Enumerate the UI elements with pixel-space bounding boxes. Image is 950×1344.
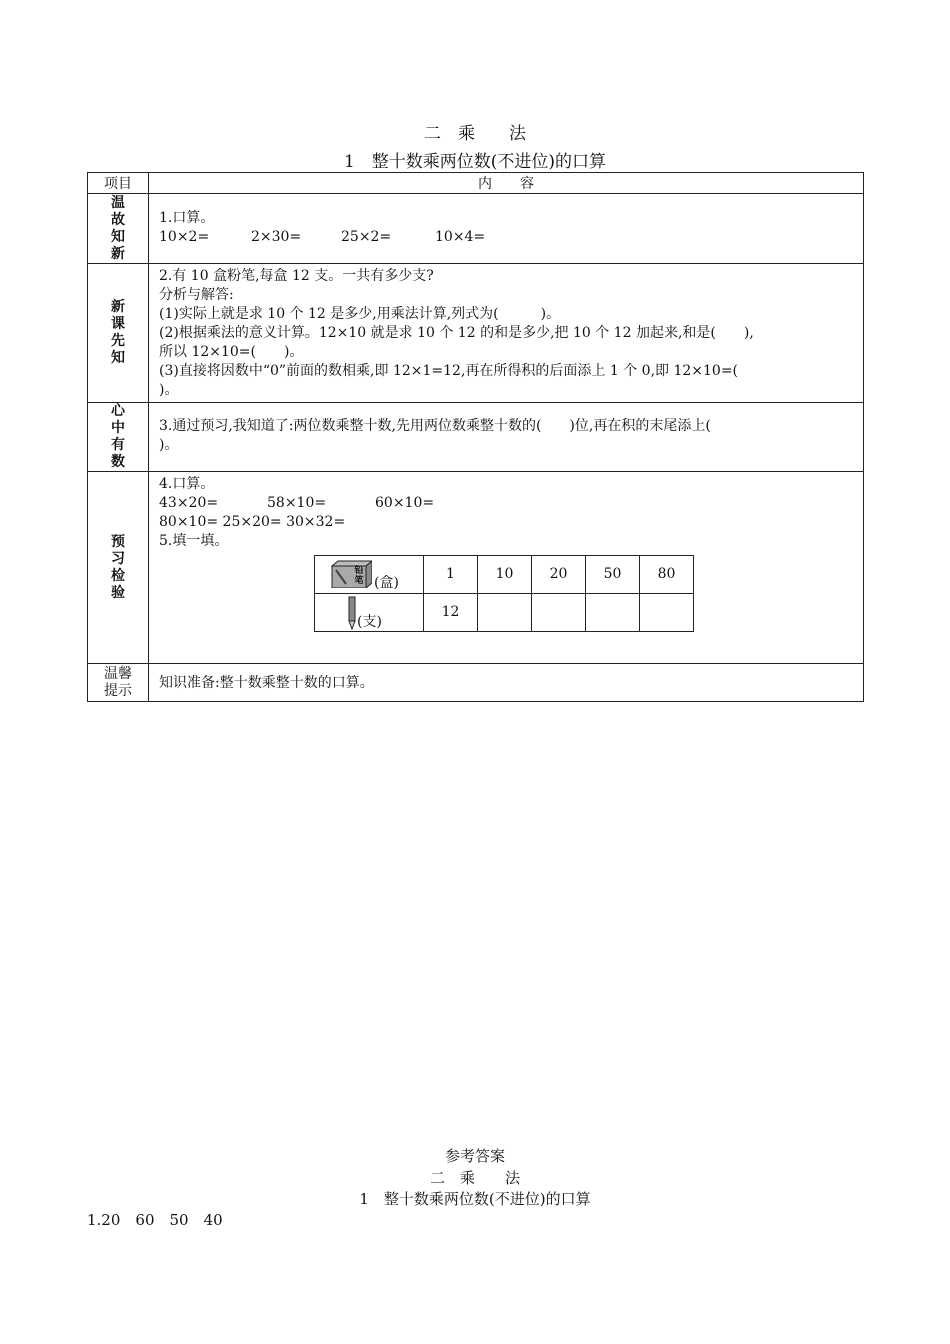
table-row-summary: [88, 403, 864, 472]
q2-line: 分析与解答:: [159, 287, 234, 303]
label-new-lesson: 新 课 先 知: [88, 264, 149, 403]
q4-title: 4.口算。: [159, 476, 215, 492]
box-icon-text: 铅笔: [354, 566, 364, 586]
chapter-title: 二 乘 法: [424, 124, 526, 144]
answers-chapter-title: 二 乘 法: [429, 1169, 520, 1187]
fill-cell-blank[interactable]: [640, 594, 694, 632]
q2-line: (3)直接将因数中“0”前面的数相乘,即 12×1=12,再在所得积的后面添上 1 个 0,即 12×10=(: [159, 363, 739, 379]
q5-title: 5.填一填。: [159, 533, 229, 549]
q1-item: 10×2=: [159, 229, 210, 245]
q1-title: 1.口算。: [159, 210, 215, 226]
q2-line: 所以 12×10=( )。: [159, 344, 304, 360]
q2-line: (2)根据乘法的意义计算。12×10 就是求 10 个 12 的和是多少,把 10 个 12 加起来,和是( ),: [159, 325, 754, 341]
fill-cell: 50: [586, 556, 640, 594]
label-summary: 心 中 有 数: [88, 403, 149, 472]
fill-row-box: [315, 556, 694, 594]
q2-line: (1)实际上就是求 10 个 12 是多少,用乘法计算,列式为( )。: [159, 306, 561, 322]
study-table: [87, 172, 864, 702]
pencil-icon: [347, 596, 357, 630]
label-tips: 温馨 提示: [88, 664, 149, 702]
answers-line-1: 1.20 60 50 40: [87, 1211, 223, 1229]
fill-cell: 12: [424, 594, 478, 632]
fill-cell-blank[interactable]: [586, 594, 640, 632]
label-review: 温 故 知 新: [88, 194, 149, 264]
review-content: [149, 194, 864, 264]
table-row-check: [88, 472, 864, 664]
table-header-row: [88, 173, 864, 194]
fill-row-pen: [315, 594, 694, 632]
table-row-tips: [88, 664, 864, 702]
answers-lesson-title: 1 整十数乘两位数(不进位)的口算: [359, 1190, 591, 1208]
q4-row1: [159, 494, 853, 513]
table-row-review: [88, 194, 864, 264]
pen-unit: (支): [357, 614, 382, 630]
box-unit: (盒): [374, 575, 399, 591]
box-label-cell: [315, 556, 424, 594]
q3-line: 3.通过预习,我知道了:两位数乘整十数,先用两位数乘整十数的( )位,再在积的末尾添上(: [159, 418, 711, 434]
answers-heading: 参考答案: [444, 1147, 505, 1165]
tips-content: 知识准备:整十数乘整十数的口算。: [149, 664, 864, 702]
q1-item: 2×30=: [251, 229, 302, 245]
q1-item: 25×2=: [341, 229, 392, 245]
fill-cell: 1: [424, 556, 478, 594]
fill-cell-blank[interactable]: [532, 594, 586, 632]
fill-table: [314, 555, 694, 632]
summary-content: [149, 403, 864, 472]
fill-cell: 20: [532, 556, 586, 594]
fill-cell: 80: [640, 556, 694, 594]
check-content: [149, 472, 864, 664]
header-content: 内 容: [149, 173, 864, 194]
lesson-title: 1 整十数乘两位数(不进位)的口算: [343, 152, 607, 172]
q2-line: )。: [159, 382, 179, 398]
q4-item: 43×20=: [159, 495, 219, 511]
fill-cell-blank[interactable]: [478, 594, 532, 632]
q3-line: )。: [159, 437, 179, 453]
q4-item: 58×10=: [267, 495, 327, 511]
table-row-new-lesson: [88, 264, 864, 403]
fill-cell: 10: [478, 556, 532, 594]
q4-item: 60×10=: [375, 495, 435, 511]
q2-line: 2.有 10 盒粉笔,每盒 12 支。一共有多少支?: [159, 268, 434, 284]
header-item: 项目: [88, 173, 149, 194]
q4-row2: 80×10= 25×20= 30×32=: [159, 514, 346, 530]
pen-label-cell: [315, 594, 424, 632]
pencil-box-icon: [330, 560, 372, 588]
label-check: 预 习 检 验: [88, 472, 149, 664]
new-lesson-content: [149, 264, 864, 403]
q1-item: 10×4=: [435, 229, 486, 245]
q1-items: [159, 228, 853, 247]
